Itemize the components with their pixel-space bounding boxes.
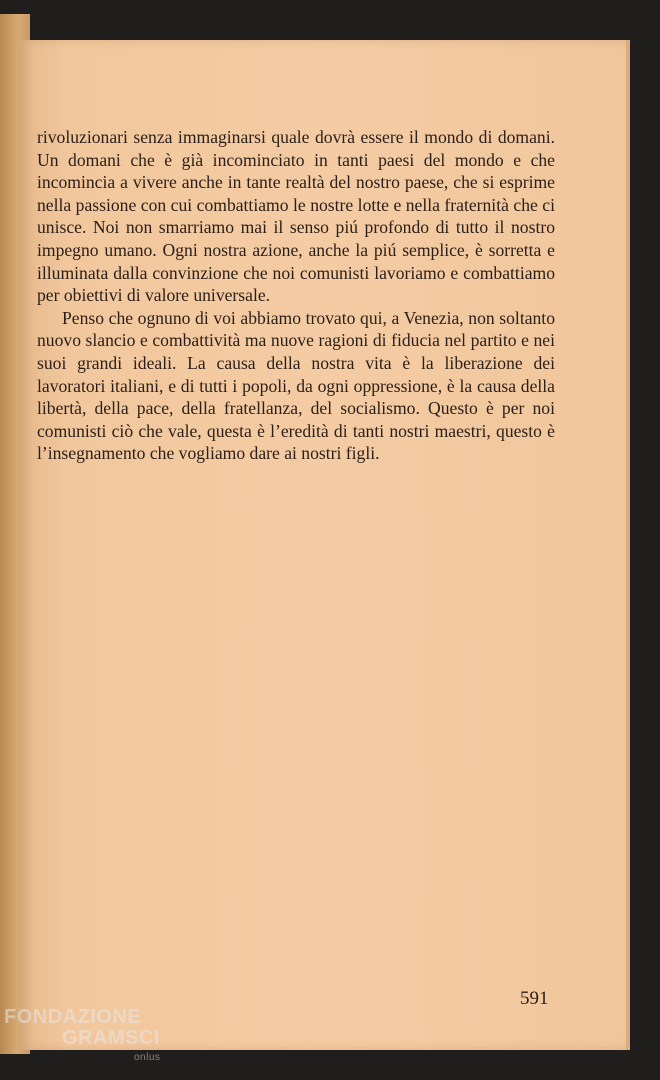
watermark-line2: GRAMSCI: [62, 1027, 160, 1049]
page-number: 591: [520, 988, 549, 1009]
right-page-edge: [626, 40, 630, 1050]
watermark-logo: [4, 1006, 161, 1063]
paragraph-2: Penso che ognuno di voi abbiamo trovato qui, a Venezia, non soltanto nuovo slancio e combattività ma nuove ragioni di fiducia nel partito e nei suoi grandi ideali. La causa della nostra vita è la liberazione dei lavoratori italiani, e di tutti i popoli, da ogni oppressione, è la causa della libertà, della pace, della fratellanza, del socialismo. Questo è per noi comunisti ciò che vale, questa è l’eredità di tanti nostri maestri, questo è l’insegnamento che vogliamo dare ai nostri figli.: [37, 307, 555, 464]
watermark-suffix: onlus: [134, 1052, 161, 1063]
paragraph-1: rivoluzionari senza immaginarsi quale dovrà essere il mondo di domani. Un domani che è già incominciato in tanti paesi del mondo e che incomincia a vivere anche in tante realtà del nostro paese, che si esprime nella passione con cui combattiamo le nostre lotte e nella fraternità che ci unisce. Noi non smarriamo mai il senso piú profondo di tutto il nostro impegno umano. Ogni nostra azione, anche la piú semplice, è sorretta e illuminata dalla convinzione che noi comunisti lavoriamo e combattiamo per obiettivi di valore universale.: [37, 127, 555, 306]
body-text: [37, 126, 555, 465]
watermark-line1: FONDAZIONE: [4, 1006, 142, 1028]
